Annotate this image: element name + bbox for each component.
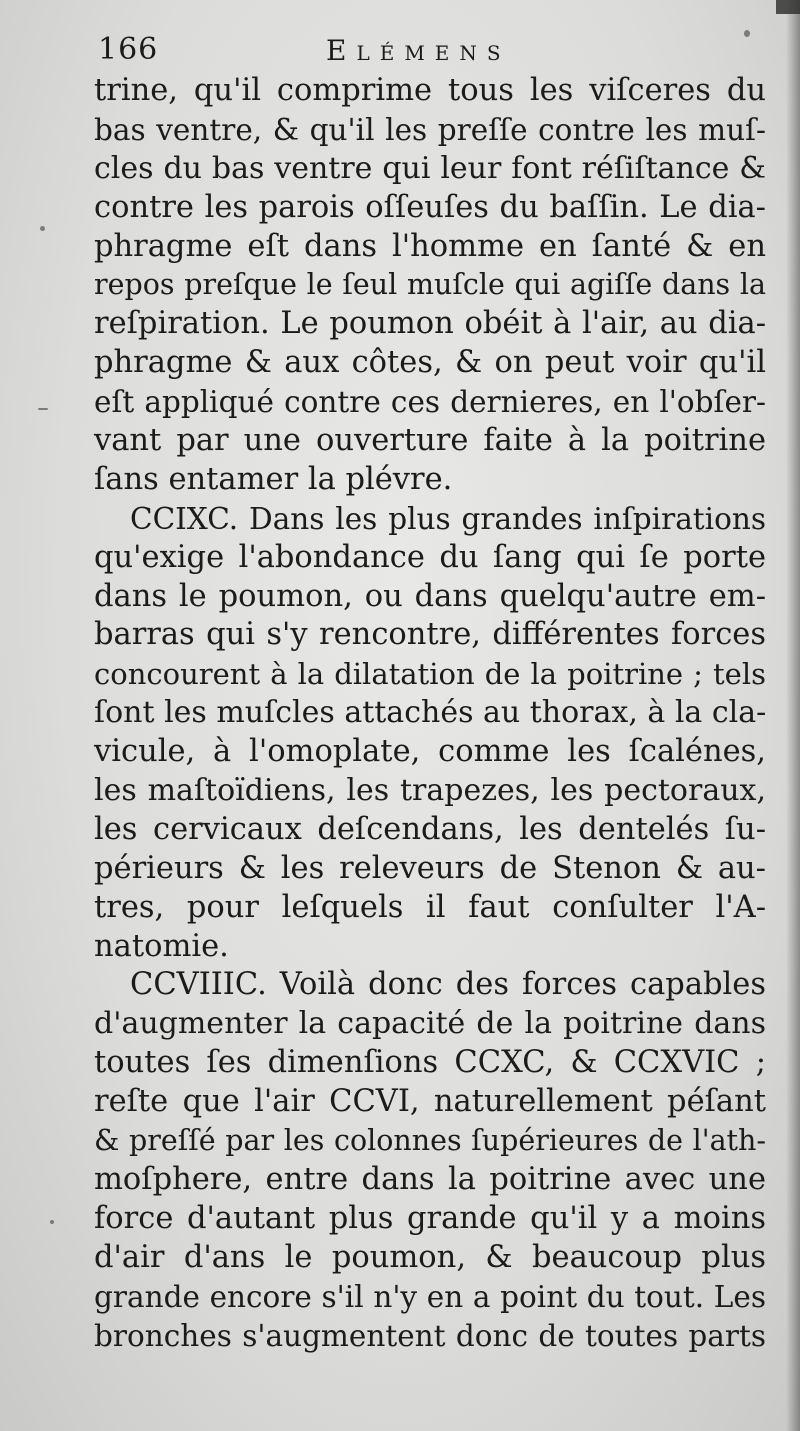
- body-text: [94, 72, 766, 1355]
- text-line: d'air d'ans le poumon, & beaucoup plus: [94, 1239, 766, 1275]
- text-line: phragme eſt dans l'homme en ſanté & en: [94, 228, 766, 264]
- page-edge-shadow: [786, 0, 800, 1431]
- ink-speck: [744, 30, 750, 37]
- text-line: vant par une ouverture faite à la poitrine: [94, 423, 766, 459]
- text-line: dans le poumon, ou dans quelqu'autre em-: [94, 578, 766, 614]
- text-line: concourent à la dilatation de la poitrine ; tels: [94, 657, 766, 692]
- text-line: ſans entamer la plévre.: [94, 461, 453, 497]
- running-title: Elémens: [326, 34, 511, 67]
- text-line: phragme & aux côtes, & on peut voir qu'il: [94, 345, 766, 381]
- text-line: d'augmenter la capacité de la poitrine dans: [94, 1006, 766, 1042]
- text-line: repos preſque le ſeul muſcle qui agiſſe dans la: [94, 268, 766, 302]
- text-line: toutes ſes dimenſions CCXC, & CCXVIC ;: [94, 1045, 766, 1081]
- text-line: les maſtoïdiens, les trapezes, les pectoraux,: [94, 773, 766, 809]
- paragraph-start-line: CCVIIIC. Voilà donc des forces capables: [130, 967, 766, 1003]
- ink-speck: [38, 408, 48, 410]
- paragraph-start-line: CCIXC. Dans les plus grandes inſpirations: [130, 501, 766, 536]
- text-line: barras qui s'y rencontre, différentes forces: [94, 617, 766, 653]
- text-line: force d'autant plus grande qu'il y a moins: [94, 1200, 766, 1236]
- text-line: natomie.: [94, 928, 229, 964]
- text-line: bas ventre, & qu'il les preſſe contre les muſ-: [94, 112, 766, 147]
- page-number: 166: [98, 32, 159, 67]
- ink-speck: [50, 1220, 54, 1224]
- text-line: moſphere, entre dans la poitrine avec une: [94, 1161, 766, 1197]
- text-line: cles du bas ventre qui leur font réſiſtance &: [94, 150, 766, 186]
- text-line: contre les parois oſſeuſes du baſſin. Le dia-: [94, 189, 766, 225]
- page-corner-mark: [776, 0, 800, 14]
- text-line: reſpiration. Le poumon obéit à l'air, au dia-: [94, 306, 766, 342]
- text-line: tres, pour leſquels il faut conſulter l'A-: [94, 889, 766, 925]
- text-line: trine, qu'il comprime tous les viſceres du: [94, 73, 766, 108]
- text-line: bronches s'augmentent donc de toutes parts: [94, 1318, 766, 1353]
- ink-speck: [40, 226, 45, 231]
- text-line: eſt appliqué contre ces dernieres, en l'obſer-: [94, 385, 766, 420]
- text-line: les cervicaux deſcendans, les dentelés ſu-: [94, 811, 766, 847]
- text-line: reſte que l'air CCVI, naturellement péſant: [94, 1084, 766, 1120]
- text-line: qu'exige l'abondance du ſang qui ſe porte: [94, 539, 766, 575]
- text-line: & preſſé par les colonnes ſupérieures de l'ath-: [94, 1124, 766, 1158]
- text-line: vicule, à l'omoplate, comme les ſcalénes,: [94, 734, 766, 770]
- text-line: ſont les muſcles attachés au thorax, à la cla-: [94, 695, 767, 731]
- page-header: [98, 32, 760, 76]
- text-line: grande encore s'il n'y en a point du tout. Les: [94, 1279, 766, 1314]
- text-line: périeurs & les releveurs de Stenon & au-: [94, 850, 766, 886]
